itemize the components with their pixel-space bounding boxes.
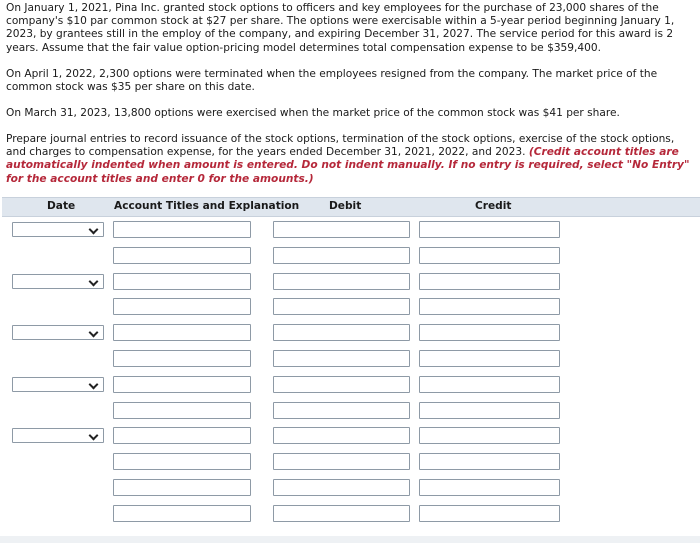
instructions-main: Prepare journal entries to record issuance of the stock options, termination of the stock options, exercise of the stock options, and charges to compensation expense, for the years ended December 31, 2021, 2022, and 2023. — [6, 133, 675, 159]
credit-input[interactable] — [419, 505, 560, 522]
account-title-input[interactable] — [113, 376, 251, 393]
account-title-input[interactable] — [113, 324, 251, 341]
date-select[interactable] — [12, 222, 104, 237]
problem-paragraph-2: On April 1, 2022, 2,300 options were terminated when the employees resigned from the company. The market price of the common stock was $35 per share on this date. — [6, 68, 658, 94]
journal-row — [0, 479, 700, 499]
date-select[interactable] — [12, 428, 104, 443]
account-title-input[interactable] — [113, 273, 251, 290]
journal-row — [0, 402, 700, 422]
header-date: Date — [47, 200, 76, 212]
credit-input[interactable] — [419, 324, 560, 341]
date-select[interactable] — [12, 274, 104, 289]
header-debit: Debit — [329, 200, 362, 212]
account-title-input[interactable] — [113, 298, 251, 315]
instructions-note: (Credit account titles are automatically indented when amount is entered. Do not indent manually. If no entry is required, select "No Entry" for the account titles and enter 0 for the amounts.) — [6, 146, 690, 185]
journal-row — [0, 376, 700, 396]
header-account-titles: Account Titles and Explanation — [114, 200, 300, 212]
credit-input[interactable] — [419, 479, 560, 496]
journal-row — [0, 350, 700, 370]
credit-input[interactable] — [419, 298, 560, 315]
credit-input[interactable] — [419, 350, 560, 367]
date-select[interactable] — [12, 325, 104, 340]
credit-input[interactable] — [419, 221, 560, 238]
credit-input[interactable] — [419, 273, 560, 290]
bottom-edge — [0, 536, 700, 543]
credit-input[interactable] — [419, 402, 560, 419]
journal-row — [0, 273, 700, 293]
debit-input[interactable] — [273, 505, 410, 522]
account-title-input[interactable] — [113, 505, 251, 522]
debit-input[interactable] — [273, 376, 410, 393]
journal-entry-rows — [0, 218, 700, 543]
account-title-input[interactable] — [113, 453, 251, 470]
debit-input[interactable] — [273, 402, 410, 419]
debit-input[interactable] — [273, 427, 410, 444]
credit-input[interactable] — [419, 427, 560, 444]
debit-input[interactable] — [273, 350, 410, 367]
journal-row — [0, 505, 700, 525]
account-title-input[interactable] — [113, 247, 251, 264]
problem-paragraph-1: On January 1, 2021, Pina Inc. granted stock options to officers and key employees for the purchase of 23,000 shares of the company's $10 par common stock at $27 per share. The options were exercisable within a 5-year period beginning January 1, 2023, by grantees still in the employ of the company, and expiring December 31, 2027. The service period for this award is 2 years. Assume that the fair value option-pricing model determines total compensation expense to be $359,400. — [6, 2, 675, 54]
chevron-down-icon — [89, 225, 99, 235]
chevron-down-icon — [89, 328, 99, 338]
journal-row — [0, 247, 700, 267]
date-select[interactable] — [12, 377, 104, 392]
journal-row — [0, 221, 700, 241]
chevron-down-icon — [89, 379, 99, 389]
chevron-down-icon — [89, 431, 99, 441]
debit-input[interactable] — [273, 247, 410, 264]
credit-input[interactable] — [419, 376, 560, 393]
chevron-down-icon — [89, 276, 99, 286]
journal-row — [0, 298, 700, 318]
problem-paragraph-3: On March 31, 2023, 13,800 options were exercised when the market price of the common stock was $41 per share. — [6, 107, 620, 119]
debit-input[interactable] — [273, 324, 410, 341]
header-credit: Credit — [475, 200, 512, 212]
account-title-input[interactable] — [113, 402, 251, 419]
debit-input[interactable] — [273, 479, 410, 496]
debit-input[interactable] — [273, 298, 410, 315]
instructions-paragraph — [6, 133, 696, 186]
account-title-input[interactable] — [113, 479, 251, 496]
debit-input[interactable] — [273, 273, 410, 290]
debit-input[interactable] — [273, 453, 410, 470]
journal-row — [0, 453, 700, 473]
account-title-input[interactable] — [113, 350, 251, 367]
credit-input[interactable] — [419, 247, 560, 264]
debit-input[interactable] — [273, 221, 410, 238]
credit-input[interactable] — [419, 453, 560, 470]
account-title-input[interactable] — [113, 221, 251, 238]
journal-row — [0, 324, 700, 344]
account-title-input[interactable] — [113, 427, 251, 444]
journal-table-header — [2, 197, 700, 217]
journal-row — [0, 427, 700, 447]
